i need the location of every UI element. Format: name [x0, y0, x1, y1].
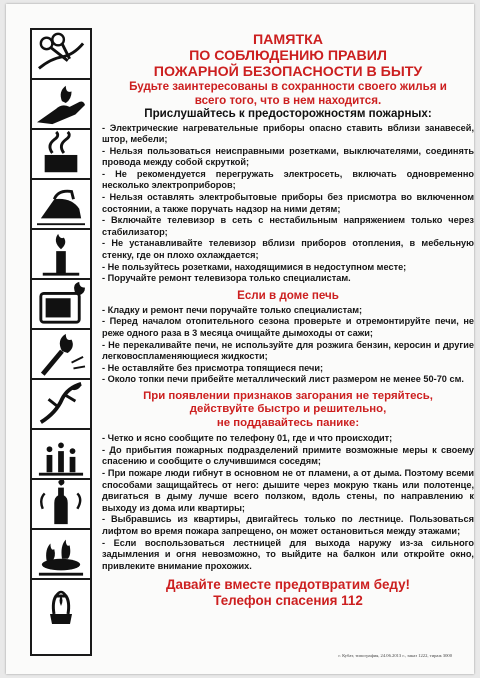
list-item: - Около топки печи прибейте металлический лист размером не менее 50-70 см. — [102, 374, 464, 385]
stove-heading: Если в доме печь — [237, 288, 339, 302]
footer-slogan: Давайте вместе предотвратим беду! — [165, 577, 411, 593]
list-item: - Электрические нагревательные приборы опасно ставить вблизи занавесей, штор, мебели; — [102, 122, 474, 145]
burning-branch-icon — [32, 380, 90, 430]
bottle-flame-icon — [32, 480, 90, 530]
list-item: - Не пользуйтесь розетками, находящимися в недоступном месте; — [102, 261, 407, 272]
print-imprint: г. Кубат, типография, 24.06.2013 г., заказ 1222, тираж 3000 — [338, 653, 452, 658]
panic-heading-line-2: действуйте быстро и решительно, — [189, 403, 387, 416]
flaming-candle-icon — [32, 230, 90, 280]
list-item: - Не перекаливайте печи, не используйте для розжига бензин, керосин и другие легковоспламеняющиеся жидкости; — [102, 339, 474, 362]
leaflet-title-line-3: ПОЖАРНОЙ БЕЗОПАСНОСТИ В БЫТУ — [153, 64, 423, 80]
candles-fire-icon — [32, 430, 90, 480]
burning-tv-icon — [32, 280, 90, 330]
leaflet-sheet — [6, 4, 474, 674]
list-item: - Поручайте ремонт телевизора только специалистам. — [102, 273, 351, 284]
panic-heading — [102, 390, 474, 430]
electrical-rules-list — [102, 123, 474, 285]
list-item: - До прибытия пожарных подразделений примите возможные меры к своему спасению и сообщите о случившимся соседям; — [102, 444, 474, 467]
fire-rules-list — [102, 433, 474, 572]
smoking-appliance-icon — [32, 130, 90, 180]
panic-heading-line-1: При появлении признаков загорания не теряйтесь, — [143, 389, 433, 402]
list-item: - Выбравшись из квартиры, двигайтесь только по лестнице. Пользоваться лифтом во время пожара запрещено, он может остановиться между этажами; — [102, 514, 474, 536]
scissors-cutting-wire-icon — [32, 30, 90, 80]
list-item: - Нельзя оставлять электробытовые приборы без присмотра во включенном состоянии, а также поручать надзор на ними детям; — [102, 192, 474, 214]
stove-rules-list — [102, 305, 474, 386]
heed-heading: Прислушайтесь к предосторожностям пожарных: — [144, 107, 432, 120]
list-item: - Включайте телевизор в сеть с нестабильным напряжением только через стабилизатор; — [102, 215, 474, 237]
list-item: - При пожаре люди гибнут в основном не от пламени, а от дыма. Поэтому всеми способами защищайтесь от него: дышите через мокрую ткань или полотенце, двигаться в дыму лучше всего ползком, вдоль стены, по направлению к выходу из дома или квартиры; — [102, 467, 474, 513]
list-item: - Не оставляйте без присмотра топящиеся печи; — [102, 362, 324, 373]
intro-line-2: всего того, что в нем находится. — [194, 93, 382, 107]
intro-line-1: Будьте заинтересованы в сохранности своего жилья и — [129, 80, 447, 93]
pictogram-strip — [30, 28, 92, 656]
list-item: - Кладку и ремонт печи поручайте только специалистам; — [102, 304, 363, 315]
list-item: - Не рекомендуется перегружать электросеть, включать одновременно несколько электроприборов; — [102, 168, 474, 191]
leaflet-title-line-2: ПО СОБЛЮДЕНИЮ ПРАВИЛ — [189, 48, 387, 64]
torch-fire-icon — [32, 330, 90, 380]
list-item: - Нельзя пользоваться неисправными розетками, выключателями, соединять провода между собой скруткой; — [102, 145, 474, 168]
list-item: - Не устанавливайте телевизор вблизи приборов отопления, в мебельную стенку, где он плохо охлаждается; — [102, 238, 474, 261]
footer-phone: Телефон спасения 112 — [213, 593, 363, 609]
burning-hand-icon — [32, 80, 90, 130]
leaflet-content — [102, 32, 474, 672]
hot-iron-icon — [32, 180, 90, 230]
gas-stove-icon — [32, 530, 90, 580]
list-item: - Четко и ясно сообщите по телефону 01, где и что происходит; — [102, 433, 393, 444]
kerosene-lamp-icon — [32, 580, 90, 630]
panic-heading-line-3: не поддавайтесь панике: — [216, 416, 360, 429]
list-item: - Перед началом отопительного сезона проверьте и отремонтируйте печи, не реже одного раза в 3 месяца очищайте дымоходы от сажи; — [102, 316, 474, 338]
list-item: - Если воспользоваться лестницей для выхода наружу из-за сильного задымления и огня невозможно, то выйдите на балкон или откройте окно, привлеките внимание прохожих. — [102, 537, 474, 571]
leaflet-title-line-1: ПАМЯТКА — [252, 32, 324, 48]
